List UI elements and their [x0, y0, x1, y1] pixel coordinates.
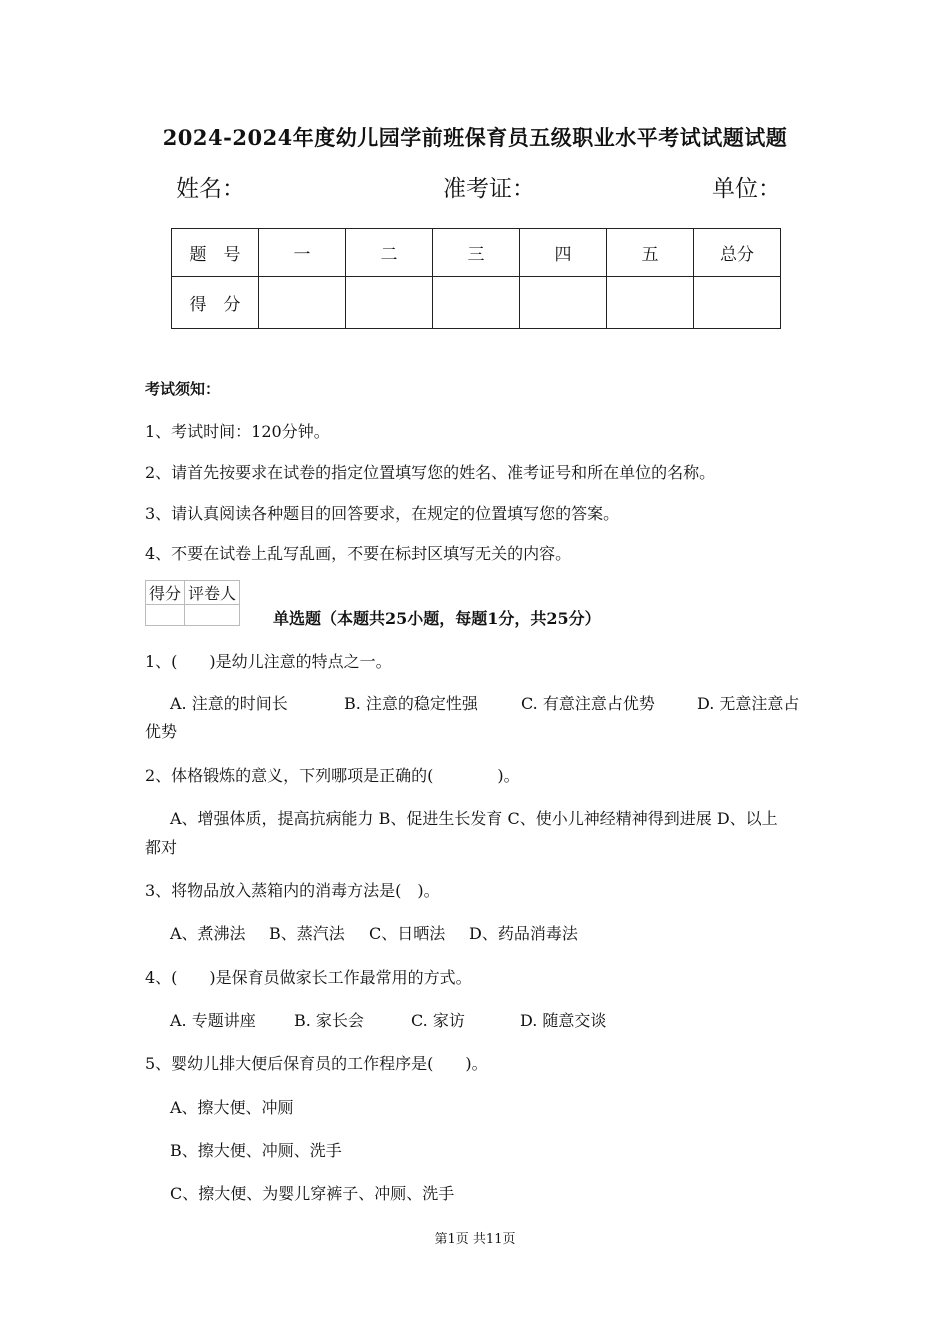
score-header-cell: 二	[346, 229, 433, 277]
score-header-cell: 一	[259, 229, 346, 277]
option: D. 无意注意占	[697, 694, 800, 713]
option: C、擦大便、为婴儿穿裤子、冲厕、洗手	[170, 1184, 455, 1203]
option: C. 有意注意占优势	[521, 694, 655, 713]
name-label: 姓名：	[176, 176, 245, 202]
option: A、擦大便、冲厕	[170, 1098, 294, 1117]
option: C、日晒法	[369, 924, 446, 943]
option-wrap: 优势	[145, 722, 178, 741]
question-stem: 4、( )是保育员做家长工作最常用的方式。	[145, 968, 472, 987]
page-footer: 第1页 共11页	[434, 1232, 516, 1247]
notice-item: 1、考试时间：120分钟。	[145, 422, 330, 441]
grader-box-grader-label: 评卷人	[185, 581, 240, 605]
score-cell[interactable]	[694, 277, 781, 329]
score-header-cell: 三	[433, 229, 520, 277]
notice-item: 2、请首先按要求在试卷的指定位置填写您的姓名、准考证号和所在单位的名称。	[145, 463, 716, 482]
question-options	[170, 1008, 606, 1031]
question-stem: 3、将物品放入蒸箱内的消毒方法是( )。	[145, 881, 440, 900]
notice-item: 4、不要在试卷上乱写乱画，不要在标封区填写无关的内容。	[145, 544, 572, 563]
score-header-cell: 四	[520, 229, 607, 277]
score-row-label: 得 分	[172, 277, 259, 329]
exam-id-label: 准考证：	[443, 176, 535, 202]
grader-box-grader-cell[interactable]	[185, 605, 240, 626]
option: B. 注意的稳定性强	[344, 694, 478, 713]
score-table-header-row	[172, 229, 781, 277]
grader-box-score-label: 得分	[146, 581, 185, 605]
option-wrap: 都对	[145, 838, 178, 857]
question-stem: 1、( )是幼儿注意的特点之一。	[145, 652, 392, 671]
unit-label: 单位：	[712, 176, 781, 202]
option: D、药品消毒法	[469, 924, 578, 943]
score-cell[interactable]	[520, 277, 607, 329]
grader-box	[145, 580, 240, 626]
score-header-cell: 总分	[694, 229, 781, 277]
score-cell[interactable]	[259, 277, 346, 329]
score-cell[interactable]	[607, 277, 694, 329]
question-options	[170, 921, 578, 944]
score-header-cell: 题 号	[172, 229, 259, 277]
notice-heading: 考试须知：	[145, 380, 221, 398]
question-options: A、增强体质，提高抗病能力 B、促进生长发育 C、使小儿神经精神得到进展 D、以上	[170, 809, 778, 828]
score-header-cell: 五	[607, 229, 694, 277]
score-table	[171, 228, 781, 329]
section-title: 单选题（本题共25小题，每题1分，共25分）	[273, 609, 601, 628]
score-cell[interactable]	[433, 277, 520, 329]
option: A. 注意的时间长	[170, 694, 288, 713]
grader-box-score-cell[interactable]	[146, 605, 185, 626]
option: B、擦大便、冲厕、洗手	[170, 1141, 342, 1160]
notice-item: 3、请认真阅读各种题目的回答要求，在规定的位置填写您的答案。	[145, 504, 620, 523]
option: D. 随意交谈	[520, 1011, 607, 1030]
score-cell[interactable]	[346, 277, 433, 329]
option: C. 家访	[411, 1011, 465, 1030]
question-options	[170, 691, 799, 714]
option: B. 家长会	[294, 1011, 364, 1030]
option: A. 专题讲座	[170, 1011, 256, 1030]
score-table-score-row	[172, 277, 781, 329]
question-stem: 2、体格锻炼的意义，下列哪项是正确的( )。	[145, 766, 520, 785]
option: A、煮沸法	[170, 924, 246, 943]
option: B、蒸汽法	[269, 924, 345, 943]
page-title: 2024-2024年度幼儿园学前班保育员五级职业水平考试试题试题	[162, 125, 788, 150]
question-stem: 5、婴幼儿排大便后保育员的工作程序是( )。	[145, 1054, 488, 1073]
